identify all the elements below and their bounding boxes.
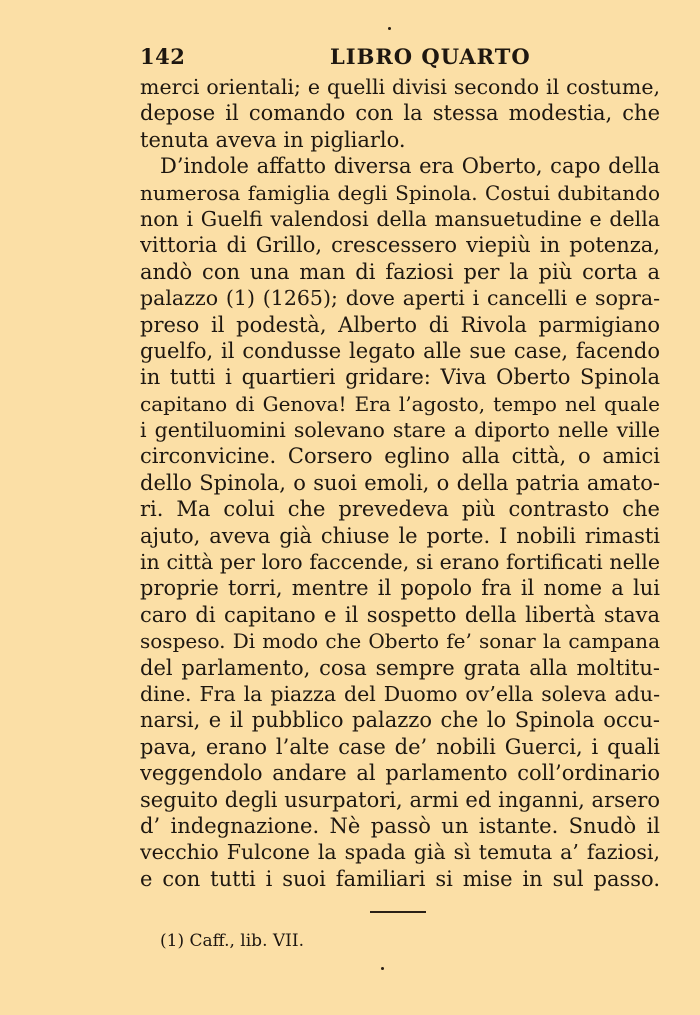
text-line: pava, erano l’alte case de’ nobili Guerci, i quali (140, 734, 660, 759)
text-line: merci orientali; e quelli divisi secondo il costume, (140, 75, 660, 99)
text-line: andò con una man di faziosi per la più corta a (140, 259, 660, 284)
text-line: i gentiluomini solevano stare a diporto nelle ville (140, 418, 660, 443)
text-line: capitano di Genova! Era l’agosto, tempo nel quale (140, 391, 660, 416)
text-line: e con tutti i suoi familiari si mise in sul passo. (140, 866, 660, 891)
footnote: (1) Caff., lib. VII. (160, 931, 304, 951)
text-line: d’ indegnazione. Nè passò un istante. Snudò il (140, 813, 660, 838)
text-line: vittoria di Grillo, crescessero viepiù in potenza, (140, 233, 660, 258)
text-line: dine. Fra la piazza del Duomo ov’ella soleva adu- (140, 681, 660, 706)
text-line: narsi, e il pubblico palazzo che lo Spinola occu- (140, 708, 660, 733)
text-line: D’indole affatto diversa era Oberto, capo della (160, 154, 660, 179)
text-line: non i Guelfi valendosi della mansuetudine e della (140, 206, 660, 231)
text-line: del parlamento, cosa sempre grata alla moltitu- (140, 655, 660, 680)
ink-dot-top (388, 27, 391, 30)
text-line: caro di capitano e il sospetto della libertà stava (140, 602, 660, 627)
text-line: veggendolo andare al parlamento coll’ordinario (140, 761, 660, 786)
text-line: circonvicine. Corsero eglino alla città, o amici (140, 444, 660, 469)
text-line: in tutti i quartieri gridare: Viva Oberto Spinola (140, 365, 660, 390)
footnote-rule (370, 911, 426, 913)
text-line: in città per loro faccende, si erano fortificati nelle (140, 550, 660, 575)
page-number: 142 (140, 44, 186, 69)
text-line: tenuta aveva in pigliarlo. (140, 127, 406, 152)
running-title: LIBRO QUARTO (330, 44, 531, 69)
text-line: numerosa famiglia degli Spinola. Costui dubitando (140, 180, 660, 205)
text-line: sospeso. Di modo che Oberto fe’ sonar la campana (140, 629, 660, 654)
text-line: ri. Ma colui che prevedeva più contrasto che (140, 497, 660, 522)
text-line: vecchio Fulcone la spada già sì temuta a’ faziosi, (140, 840, 660, 865)
text-line: depose il comando con la stessa modestia, che (140, 101, 660, 126)
ink-dot-bottom (381, 967, 384, 970)
text-line: guelfo, il condusse legato alle sue case, facendo (140, 338, 660, 363)
text-line: proprie torri, mentre il popolo fra il nome a lui (140, 576, 660, 601)
text-line: preso il podestà, Alberto di Rivola parmigiano (140, 312, 660, 337)
text-line: dello Spinola, o suoi emoli, o della patria amato- (140, 470, 660, 495)
text-line: ajuto, aveva già chiuse le porte. I nobili rimasti (140, 523, 660, 548)
body-text (140, 74, 660, 892)
page-header (140, 44, 660, 74)
text-line: seguito degli usurpatori, armi ed inganni, arsero (140, 787, 660, 812)
text-line: palazzo (1) (1265); dove aperti i cancelli e sopra- (140, 286, 660, 311)
